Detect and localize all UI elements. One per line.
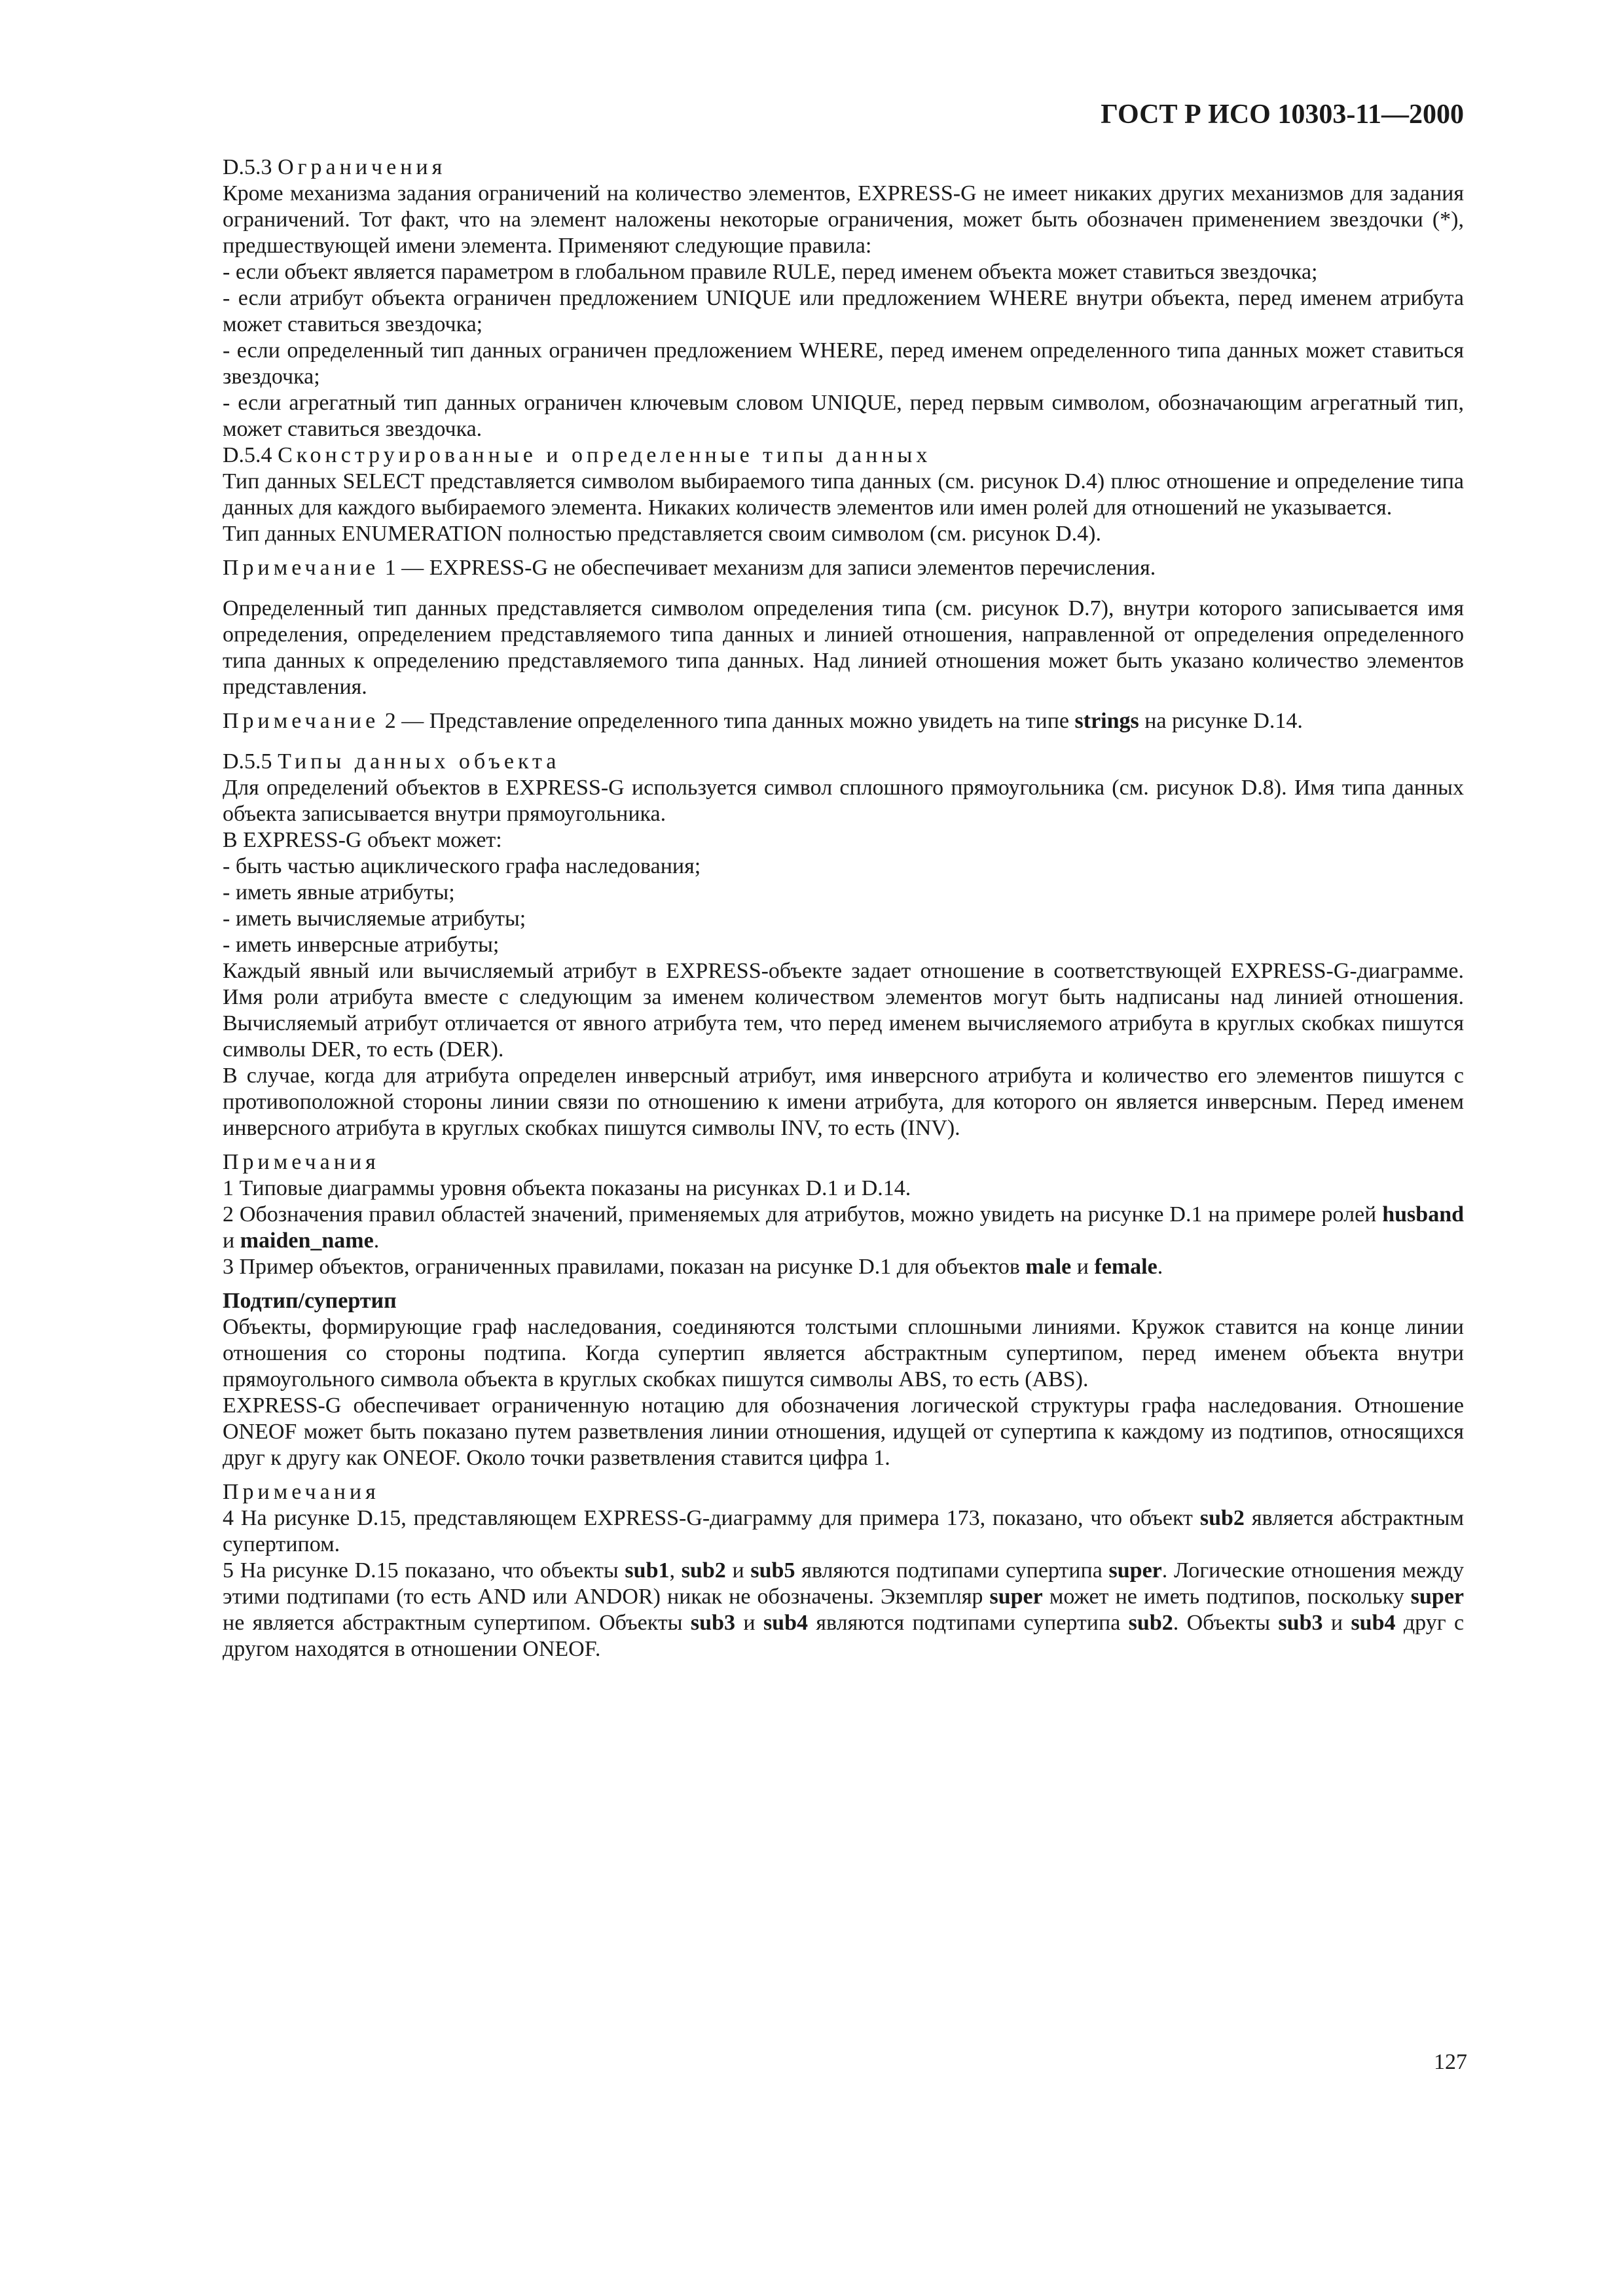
section-number: D.5.3	[223, 155, 272, 179]
list-item: - иметь инверсные атрибуты;	[223, 933, 500, 957]
term: super	[989, 1585, 1043, 1609]
list-item: - если определенный тип данных ограничен предложением WHERE, перед именем определенного типа данных может ставиться звездочка;	[223, 338, 1464, 389]
section-heading-d53	[223, 154, 1464, 181]
section-number: D.5.4	[223, 443, 272, 467]
note	[223, 1505, 1464, 1558]
note-label: Примечание	[223, 709, 380, 733]
note-text: 5 На рисунке D.15 показано, что объекты	[223, 1558, 619, 1583]
note	[223, 555, 1464, 581]
paragraph: Кроме механизма задания ограничений на количество элементов, EXPRESS-G не имеет никаких других механизмов для задания ограничений. Тот факт, что на элемент наложены некоторые ограничения, может быть обозначен применением звездочки (*), предшествующей имени элемента. Применяют следующие правила:	[223, 181, 1464, 258]
term: sub4	[763, 1611, 808, 1635]
term: super	[1108, 1558, 1162, 1583]
paragraph: EXPRESS-G обеспечивает ограниченную нотацию для обозначения логической структуры графа наследования. Отношение ONEOF может быть показано путем разветвления линии отношения, идущей от супертипа к каждому из подтипов, относящихся друг к другу как ONEOF. Около точки разветвления ставится цифра 1.	[223, 1393, 1464, 1470]
subsection-title: Подтип/супертип	[223, 1289, 397, 1313]
note: 1 Типовые диаграммы уровня объекта показаны на рисунках D.1 и D.14.	[223, 1176, 911, 1200]
note-text: и	[732, 1558, 744, 1583]
note-text: 3 Пример объектов, ограниченных правилами, показан на рисунке D.1 для объектов	[223, 1255, 1020, 1279]
section-heading-d55	[223, 749, 1464, 775]
list-item: - если объект является параметром в глобальном правиле RULE, перед именем объекта может ставиться звездочка;	[223, 260, 1318, 284]
paragraph: Каждый явный или вычисляемый атрибут в EXPRESS-объекте задает отношение в соответствующей EXPRESS-G-диаграмме. Имя роли атрибута вместе с следующим за именем количеством элементов могут быть надписаны над линией отношения. Вычисляемый атрибут отличается от явного атрибута тем, что перед именем вычисляемого атрибута в круглых скобках пишутся символы DER, то есть (DER).	[223, 959, 1464, 1062]
note-text: друг с другом находятся в отношении ONEOF.	[223, 1611, 1465, 1661]
notes-label: Примечания	[223, 1150, 380, 1174]
note-text: .	[1157, 1255, 1163, 1279]
note	[223, 1202, 1464, 1254]
paragraph: Объекты, формирующие граф наследования, соединяются толстыми сплошными линиями. Кружок ставится на конце линии отношения со стороны подтипа. Когда супертип является абстрактным супертипом, перед именем объекта внутри прямоугольного символа объекта в круглых скобках пишутся символы ABS, то есть (ABS).	[223, 1315, 1464, 1391]
list-item: - иметь явные атрибуты;	[223, 880, 455, 905]
term: sub3	[690, 1611, 735, 1635]
term: sub4	[1351, 1611, 1396, 1635]
note-text: являются подтипами супертипа	[801, 1558, 1103, 1583]
paragraph: Для определений объектов в EXPRESS-G используется символ сплошного прямоугольника (см. рисунок D.8). Имя типа данных объекта записывается внутри прямоугольника.	[223, 776, 1464, 826]
term: husband	[1382, 1202, 1465, 1227]
note-text: . Объекты	[1173, 1611, 1271, 1635]
note-text: являются подтипами супертипа	[816, 1611, 1121, 1635]
term: male	[1025, 1255, 1072, 1279]
list-item: - если атрибут объекта ограничен предложением UNIQUE или предложением WHERE внутри объекта, перед именем атрибута может ставиться звездочка;	[223, 286, 1464, 336]
list-item: - если агрегатный тип данных ограничен ключевым словом UNIQUE, перед первым символом, обозначающим агрегатный тип, может ставиться звездочка.	[223, 391, 1464, 441]
section-title: Сконструированные и определенные типы данных	[278, 443, 932, 467]
note-text: . Логические отношения между этими подтипами (то есть AND или ANDOR) никак не обозначены. Экземпляр	[223, 1558, 1464, 1609]
note-text: и	[743, 1611, 756, 1635]
note-text: и	[223, 1229, 235, 1253]
note	[223, 1558, 1464, 1662]
note-text: является абстрактным супертипом.	[223, 1506, 1465, 1556]
note-text: и	[1330, 1611, 1343, 1635]
paragraph: Определенный тип данных представляется символом определения типа (см. рисунок D.7), внутри которого записывается имя определения, определением представляемого типа данных и линией отношения, направленной от определения определенного типа данных к определению представляемого типа данных. Над линией отношения может быть указано количество элементов представления.	[223, 596, 1464, 699]
note-text: 1 — EXPRESS-G не обеспечивает механизм для записи элементов перечисления.	[384, 556, 1156, 580]
note	[223, 1254, 1464, 1280]
term: sub2	[681, 1558, 726, 1583]
note-text: на рисунке D.14.	[1144, 709, 1303, 733]
note-text: 2 Обозначения правил областей значений, применяемых для атрибутов, можно увидеть на рисунке D.1 на примере ролей	[223, 1202, 1377, 1227]
list-item: - иметь вычисляемые атрибуты;	[223, 906, 526, 931]
document-page	[223, 98, 1464, 1662]
note-label: Примечание	[223, 556, 380, 580]
term: super	[1410, 1585, 1465, 1609]
note-text: .	[373, 1229, 380, 1253]
paragraph: В случае, когда для атрибута определен инверсный атрибут, имя инверсного атрибута и количество его элементов пишутся с противоположной стороны линии связи по отношению к имени атрибута, для которого он является инверсным. Перед именем инверсного атрибута в круглых скобках пишутся символы INV, то есть (INV).	[223, 1064, 1464, 1140]
term: sub1	[625, 1558, 670, 1583]
note-text: и	[1076, 1255, 1089, 1279]
subsection-heading	[223, 1288, 1464, 1314]
section-title: Типы данных объекта	[278, 749, 560, 774]
paragraph: В EXPRESS-G объект может:	[223, 828, 502, 852]
term: strings	[1074, 709, 1139, 733]
notes-label: Примечания	[223, 1480, 380, 1504]
term: sub3	[1278, 1611, 1323, 1635]
term: female	[1094, 1255, 1158, 1279]
paragraph: Тип данных ENUMERATION полностью представляется своим символом (см. рисунок D.4).	[223, 522, 1101, 546]
section-number: D.5.5	[223, 749, 272, 774]
section-title: Ограничения	[278, 155, 447, 179]
term: sub5	[750, 1558, 795, 1583]
term: maiden_name	[240, 1229, 374, 1253]
term: sub2	[1128, 1611, 1173, 1635]
note-text: ,	[669, 1558, 675, 1583]
section-heading-d54	[223, 442, 1464, 469]
list-item: - быть частью ациклического графа наследования;	[223, 854, 701, 878]
note	[223, 708, 1464, 734]
note-text: 4 На рисунке D.15, представляющем EXPRESS-G-диаграмму для примера 173, показано, что объект	[223, 1506, 1193, 1530]
note-text: не является абстрактным супертипом. Объекты	[223, 1611, 683, 1635]
note-text: 2 — Представление определенного типа данных можно увидеть на типе	[384, 709, 1070, 733]
note-text: может не иметь подтипов, поскольку	[1049, 1585, 1404, 1609]
page-number: 127	[1434, 2050, 1467, 2074]
paragraph: Тип данных SELECT представляется символом выбираемого типа данных (см. рисунок D.4) плюс отношение и определение типа данных для каждого выбираемого элемента. Никаких количеств элементов или имен ролей для отношений не указывается.	[223, 469, 1464, 520]
term: sub2	[1199, 1506, 1245, 1530]
document-header: ГОСТ Р ИСО 10303-11—2000	[1101, 99, 1464, 130]
